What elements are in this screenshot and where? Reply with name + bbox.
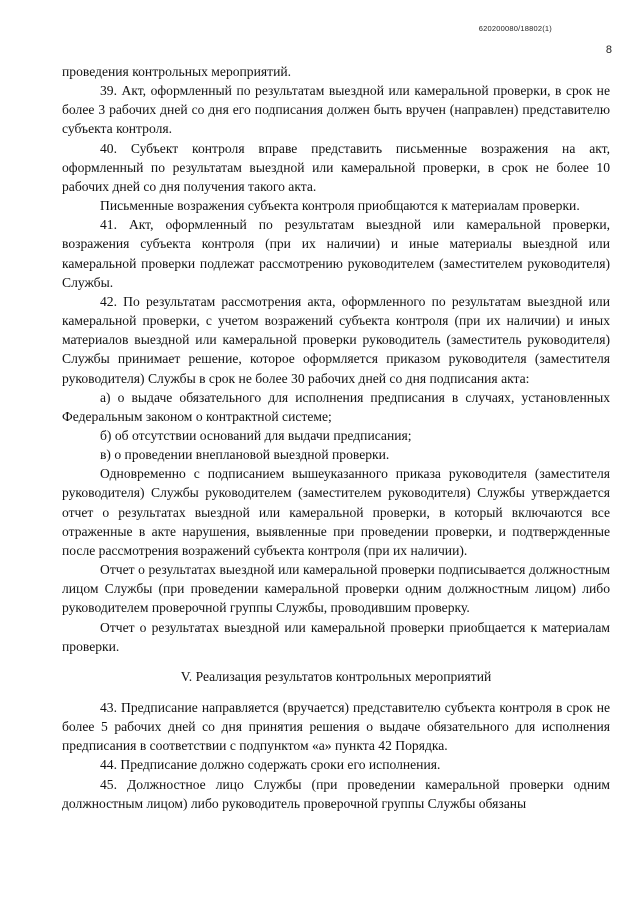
- paragraph-40: 40. Субъект контроля вправе представить письменные возражения на акт, оформленный по результатам выездной или камеральной проверки, в срок не более 10 рабочих дней со дня получения такого акта.: [62, 140, 610, 194]
- list-item-a: а) о выдаче обязательного для исполнения предписания в случаях, установленных Федеральным законом о контрактной системе;: [62, 389, 610, 424]
- paragraph-report-approval: Одновременно с подписанием вышеуказанного приказа руководителя (заместителя руководителя) Службы руководителем (заместителем руководителя) Службы утверждается отчет о результатах выездной или камеральной проверки, в который включаются все отраженные в акте нарушения, выявленные при проведении проверки, и подтвержденные после рассмотрения возражений субъекта контроля (при их наличии).: [62, 466, 610, 558]
- paragraph-report-signing: Отчет о результатах выездной или камеральной проверки подписывается должностным лицом Службы (при проведении камеральной проверки одним должностным лицом) либо руководителем проверочной группы Службы, проводившим проверку.: [62, 562, 610, 616]
- paragraph-39: 39. Акт, оформленный по результатам выездной или камеральной проверки, в срок не более 3 рабочих дней со дня его подписания должен быть вручен (направлен) представителю субъекта контроля.: [62, 83, 610, 137]
- list-item-b: б) об отсутствии оснований для выдачи предписания;: [100, 427, 412, 443]
- document-id: 620200080/18802(1): [478, 24, 552, 33]
- paragraph-44: 44. Предписание должно содержать сроки его исполнения.: [100, 757, 441, 773]
- paragraph-45: 45. Должностное лицо Службы (при проведении камеральной проверки одним должностным лицом) либо руководитель проверочной группы Службы обязаны: [62, 776, 610, 811]
- list-item-v: в) о проведении внеплановой выездной проверки.: [100, 447, 390, 463]
- paragraph-41: 41. Акт, оформленный по результатам выездной или камеральной проверки, возражения субъекта контроля (при их наличии) и иные материалы выездной или камеральной проверки подлежат рассмотрению руководителем (заместителем руководителя) Службы.: [62, 217, 610, 290]
- paragraph-report-attach: Отчет о результатах выездной или камеральной проверки приобщается к материалам проверки.: [62, 619, 610, 654]
- page-number: 8: [605, 44, 612, 56]
- document-body: [62, 62, 610, 813]
- paragraph-43: 43. Предписание направляется (вручается) представителю субъекта контроля в срок не более 5 рабочих дней со дня принятия решения о выдаче обязательного для исполнения предписания в соответствии с подпунктом «а» пункта 42 Порядка.: [62, 700, 610, 754]
- section-heading: V. Реализация результатов контрольных мероприятий: [180, 668, 492, 684]
- paragraph-42: 42. По результатам рассмотрения акта, оформленного по результатам выездной или камеральной проверки, с учетом возражений субъекта контроля (при их наличии) и иных материалов выездной или камеральной проверки руководитель (заместитель руководителя) Службы принимает решение, которое оформляется приказом руководителя (заместителя руководителя) Службы в срок не более 30 рабочих дней со дня подписания акта:: [62, 293, 610, 386]
- paragraph-objections: Письменные возражения субъекта контроля приобщаются к материалам проверки.: [100, 198, 580, 214]
- paragraph-continuation: проведения контрольных мероприятий.: [62, 64, 292, 79]
